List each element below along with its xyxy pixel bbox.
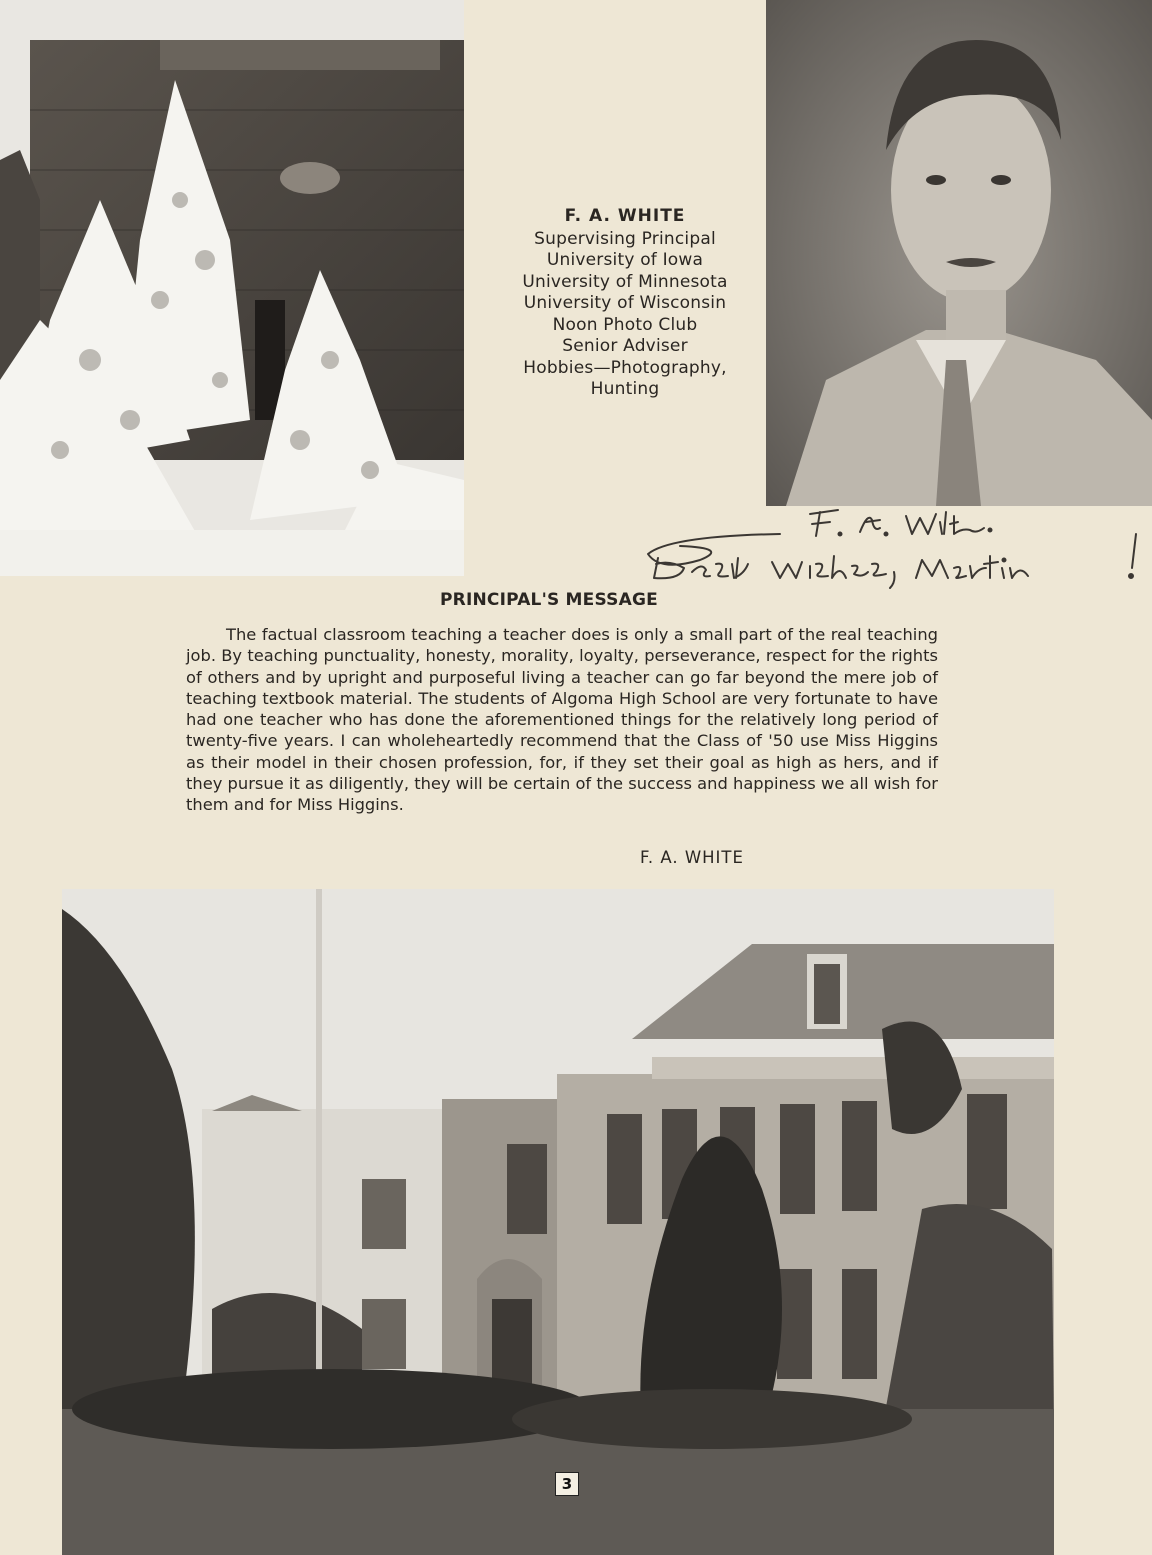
- message-title: PRINCIPAL'S MESSAGE: [440, 590, 658, 610]
- page-number: 3: [555, 1472, 579, 1496]
- bio-line: University of Iowa: [546, 250, 704, 270]
- principal-name: F. A. WHITE: [564, 206, 686, 226]
- principal-bio: [495, 206, 755, 401]
- message-body: The factual classroom teaching a teacher does is only a small part of the real teaching job. By teaching punctuality, honesty, morality, loyalty, perseverance, respect for the rights of others and by upright and purposeful living a teacher can go far beyond the mere job of teaching textbook material. The students of Algoma High School are very fortunate to have had one teacher who has done the aforementioned things for the relatively long period of twenty-five years. I can wholeheartedly recommend that the Class of '50 use Miss Higgins as their model in their chosen profession, for, if they set their goal as high as hers, and if they pursue it as diligently, they will be certain of the success and happiness we all wish for them and for Miss Higgins.: [186, 625, 938, 815]
- handwritten-signature: [640, 498, 1152, 598]
- bio-line: Hunting: [590, 379, 660, 399]
- bio-line: Senior Adviser: [562, 336, 688, 356]
- message-signoff: F. A. WHITE: [640, 848, 744, 867]
- school-building-photo: [62, 889, 1054, 1555]
- bio-line: Supervising Principal: [534, 228, 716, 249]
- snowy-trees-photo: [0, 0, 464, 576]
- bio-line: Noon Photo Club: [552, 314, 698, 335]
- bio-line: University of Minnesota: [522, 271, 728, 292]
- bio-line: University of Wisconsin: [523, 293, 727, 313]
- bio-line: Hobbies—Photography,: [523, 357, 727, 378]
- principal-portrait: [766, 0, 1152, 506]
